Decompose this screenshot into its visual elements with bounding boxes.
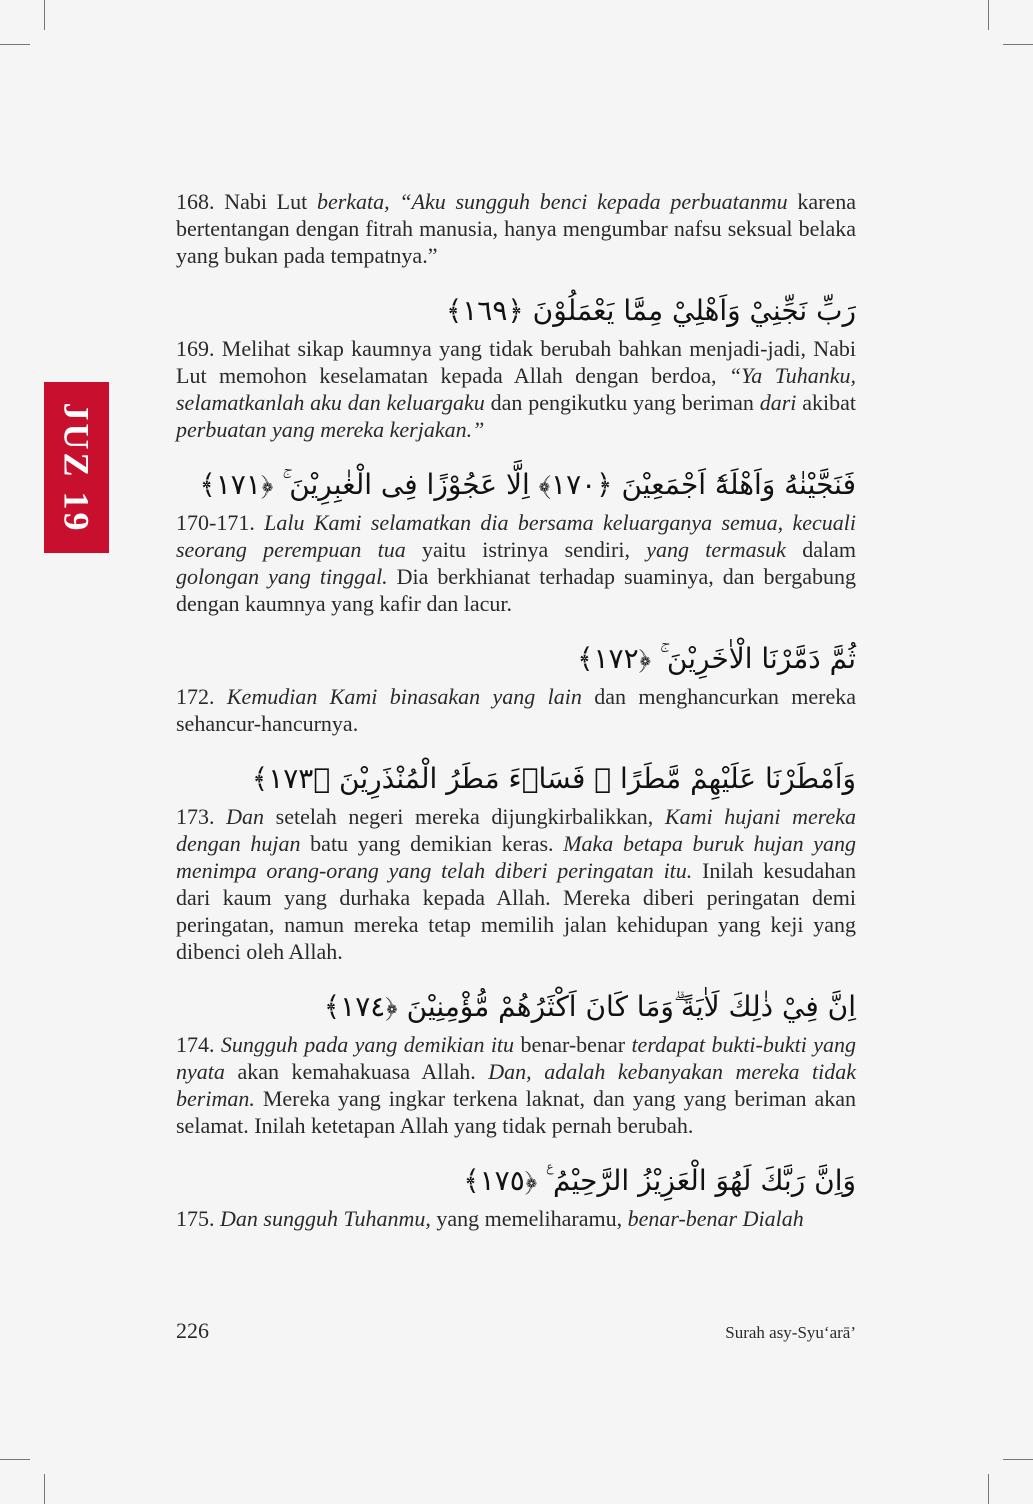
- verse-translation: 175. Dan sungguh Tuhanmu, yang memeliharamu, benar-benar Dialah: [176, 1206, 804, 1231]
- crop-mark: [988, 0, 989, 30]
- arabic-verse: رَبِّ نَجِّنِيْ وَاَهْلِيْ مِمَّا يَعْمَلُوْنَ ﴿١٦٩﴾: [445, 294, 856, 327]
- verse-translation: 170-171. Lalu Kami selamatkan dia bersama keluarganya semua, kecuali seorang perempuan tua yaitu istrinya sendiri, yang termasuk dalam golongan yang tinggal. Dia berkhianat terhadap suaminya, dan bergabung dengan kaumnya yang kafir dan lacur.: [176, 510, 857, 616]
- crop-mark: [988, 1474, 989, 1504]
- crop-mark: [1003, 1459, 1033, 1460]
- verse-translation: 168. Nabi Lut berkata, “Aku sungguh benci kepada perbuatanmu karena bertentangan dengan fitrah manusia, hanya mengumbar nafsu seksual belaka yang bukan pada tempatnya.”: [176, 189, 856, 268]
- page-content: [176, 188, 856, 1232]
- arabic-verse: ثُمَّ دَمَّرْنَا الْاٰخَرِيْنَ ۚ ﴿١٧٢﴾: [577, 642, 856, 675]
- page-number: 226: [176, 1318, 209, 1343]
- arabic-verse: اِنَّ فِيْ ذٰلِكَ لَاٰيَةً ۗوَمَا كَانَ اَكْثَرُهُمْ مُّؤْمِنِيْنَ ﴿١٧٤﴾: [323, 990, 856, 1023]
- arabic-verse: وَاَمْطَرْنَا عَلَيْهِمْ مَّطَرًا ۚ فَسَاۤءَ مَطَرُ الْمُنْذَرِيْنَ ﴿١٧٣﴾: [251, 762, 856, 795]
- crop-mark: [1003, 44, 1033, 45]
- surah-title: Surah asy-Syu‘arā’: [725, 1323, 856, 1342]
- verse-translation: 174. Sungguh pada yang demikian itu benar-benar terdapat bukti-bukti yang nyata akan kemahakuasa Allah. Dan, adalah kebanyakan mereka tidak beriman. Mereka yang ingkar terkena laknat, dan yang yang beriman akan selamat. Inilah ketetapan Allah yang tidak pernah berubah.: [176, 1032, 857, 1138]
- arabic-verse: وَاِنَّ رَبَّكَ لَهُوَ الْعَزِيْزُ الرَّحِيْمُ ࣖ ﴿١٧٥﴾: [463, 1164, 856, 1197]
- crop-mark: [0, 1459, 30, 1460]
- verse-translation: 173. Dan setelah negeri mereka dijungkirbalikkan, Kami hujani mereka dengan hujan batu yang demikian keras. Maka betapa buruk hujan yang menimpa orang-orang yang telah diberi peringatan itu. Inilah kesudahan dari kaum yang durhaka kepada Allah. Mereka diberi peringatan demi peringatan, namun mereka tetap memilih jalan kehidupan yang keji yang dibenci oleh Allah.: [176, 804, 857, 964]
- arabic-verse: فَنَجَّيْنٰهُ وَاَهْلَهٗٓ اَجْمَعِيْنَ ﴿١٧٠﴾ اِلَّا عَجُوْزًا فِى الْغٰبِرِيْنَ ۚ ﴿١٧١﴾: [199, 468, 856, 501]
- juz-side-tab: [44, 382, 109, 553]
- crop-mark: [44, 0, 45, 30]
- crop-mark: [44, 1474, 45, 1504]
- crop-mark: [0, 44, 30, 45]
- verse-translation: 172. Kemudian Kami binasakan yang lain dan menghancurkan mereka sehancur-hancurnya.: [176, 684, 857, 736]
- juz-label: JUZ 19: [56, 401, 97, 534]
- verse-translation: 169. Melihat sikap kaumnya yang tidak berubah bahkan menjadi-jadi, Nabi Lut memohon keselamatan kepada Allah dengan berdoa, “Ya Tuhanku, selamatkanlah aku dan keluargaku dan pengikutku yang beriman dari akibat perbuatan yang mereka kerjakan.”: [176, 336, 857, 442]
